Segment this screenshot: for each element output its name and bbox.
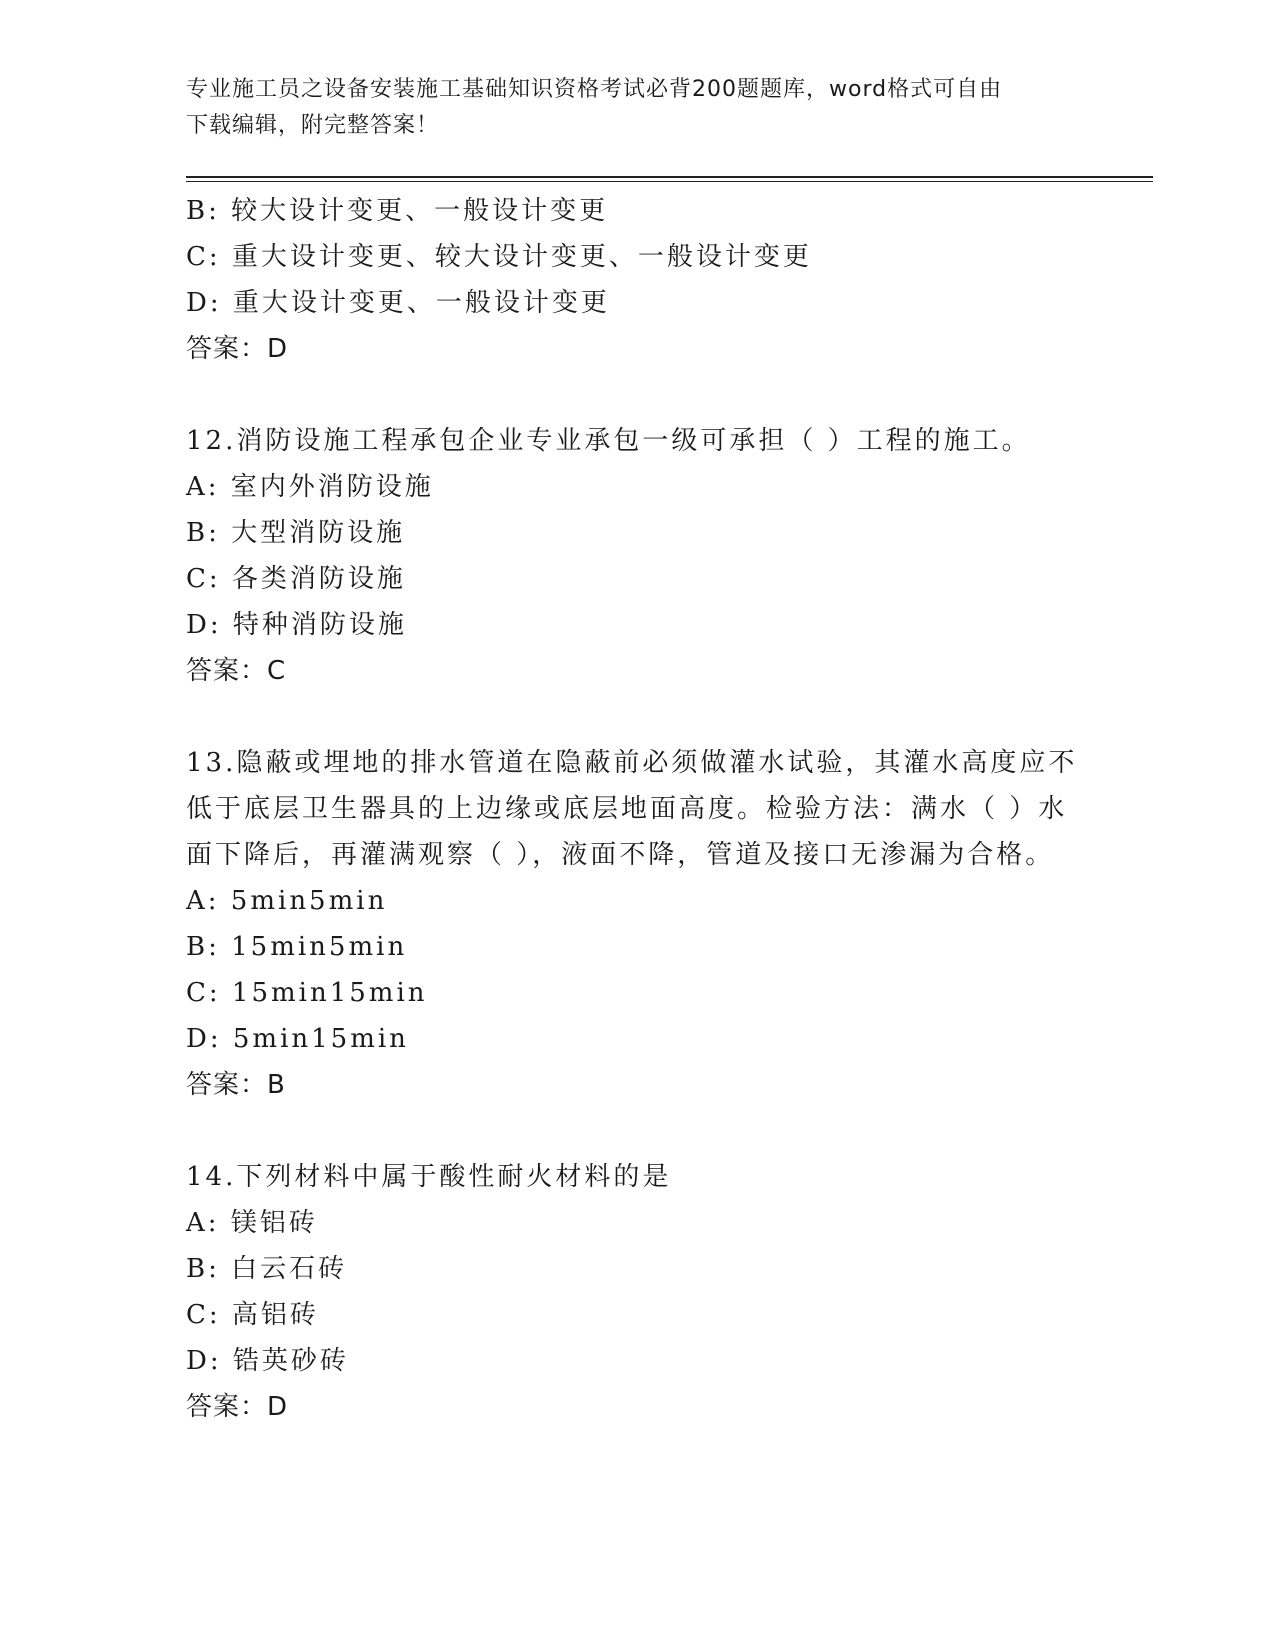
question-11-block (186, 188, 1086, 372)
question-12-block (186, 418, 1086, 694)
option-d: D: 锆英砂砖 (186, 1346, 349, 1376)
header-line-1: 专业施工员之设备安装施工基础知识资格考试必背200题题库，word格式可自由 (186, 77, 1003, 102)
header-rule-thick (186, 176, 1153, 178)
question-text-line-3: 面下降后，再灌满观察（ ），液面不降，管道及接口无渗漏为合格。 (186, 840, 1055, 870)
option-c: C: 高铝砖 (186, 1300, 319, 1330)
option-a: A: 镁铝砖 (186, 1208, 318, 1238)
option-c: C: 重大设计变更、较大设计变更、一般设计变更 (186, 242, 812, 272)
question-content (186, 188, 1086, 1430)
option-c: C: 15min15min (186, 978, 428, 1008)
question-text: 12.消防设施工程承包企业专业承包一级可承担（ ）工程的施工。 (186, 426, 1031, 456)
question-13-block (186, 740, 1086, 1108)
question-text-line-2: 低于底层卫生器具的上边缘或底层地面高度。检验方法：满水（ ）水 (186, 794, 1068, 824)
option-d: D: 特种消防设施 (186, 610, 407, 640)
document-header (186, 72, 1066, 144)
answer-label: 答案：C (186, 656, 287, 686)
option-d: D: 5min15min (186, 1024, 409, 1054)
option-b: B: 15min5min (186, 932, 408, 962)
header-rule-thin (186, 181, 1153, 182)
spacer (186, 694, 1086, 740)
answer-label: 答案：D (186, 1392, 289, 1422)
answer-label: 答案：D (186, 334, 289, 364)
spacer (186, 1108, 1086, 1154)
header-line-2: 下载编辑，附完整答案！ (186, 113, 440, 138)
option-b: B: 较大设计变更、一般设计变更 (186, 196, 609, 226)
question-text-line-1: 13.隐蔽或埋地的排水管道在隐蔽前必须做灌水试验，其灌水高度应不 (186, 748, 1078, 778)
option-c: C: 各类消防设施 (186, 564, 406, 594)
option-d: D: 重大设计变更、一般设计变更 (186, 288, 610, 318)
option-b: B: 大型消防设施 (186, 518, 406, 548)
question-14-block (186, 1154, 1086, 1430)
option-a: A: 5min5min (186, 886, 388, 916)
option-a: A: 室内外消防设施 (186, 472, 434, 502)
spacer (186, 372, 1086, 418)
question-text: 14.下列材料中属于酸性耐火材料的是 (186, 1162, 672, 1192)
option-b: B: 白云石砖 (186, 1254, 348, 1284)
answer-label: 答案：B (186, 1070, 286, 1100)
